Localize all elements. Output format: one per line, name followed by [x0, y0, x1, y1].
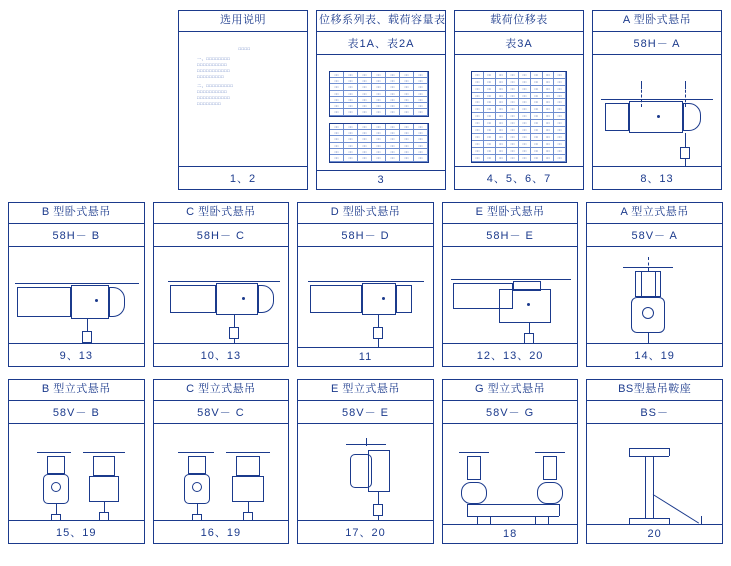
- card-page-numbers: 9、13: [9, 343, 144, 366]
- card-load-displacement-table[interactable]: [454, 10, 584, 190]
- card-page-numbers: 16、19: [154, 520, 289, 543]
- table-cell: □□: [531, 134, 543, 141]
- table-cell: □□: [372, 130, 386, 136]
- table-cell: □□: [358, 109, 372, 115]
- table-cell: □□: [496, 148, 508, 155]
- card-type-c-horizontal[interactable]: [153, 202, 290, 367]
- card-header: G 型立式悬吊: [443, 380, 578, 401]
- table-cell: □□: [554, 134, 566, 141]
- table-cell: □□: [472, 72, 484, 79]
- table-cell: □□: [386, 143, 400, 149]
- table-cell: □□: [400, 143, 414, 149]
- table-cell: □□: [554, 141, 566, 148]
- card-figure: [587, 424, 722, 524]
- table-cell: □□: [484, 113, 496, 120]
- table-cell: □□: [472, 113, 484, 120]
- card-subheader: 表3A: [455, 32, 583, 55]
- table-cell: □□: [386, 124, 400, 130]
- table-cell: □□: [330, 84, 344, 90]
- table-cell: □□: [400, 103, 414, 109]
- table-cell: □□: [496, 134, 508, 141]
- table-cell: □□: [358, 78, 372, 84]
- card-bs-saddle[interactable]: [586, 379, 723, 544]
- table-cell: □□: [507, 106, 519, 113]
- card-page-numbers: 18: [443, 524, 578, 543]
- table-cell: □□: [414, 130, 428, 136]
- card-type-c-vertical[interactable]: [153, 379, 290, 544]
- table-cell: □□: [519, 141, 531, 148]
- mini-table-1a: [329, 71, 429, 117]
- table-cell: □□: [507, 93, 519, 100]
- table-cell: □□: [414, 97, 428, 103]
- table-cell: □□: [472, 93, 484, 100]
- table-cell: □□: [400, 124, 414, 130]
- table-cell: □□: [386, 155, 400, 161]
- table-cell: □□: [507, 86, 519, 93]
- table-cell: □□: [484, 148, 496, 155]
- instruction-line: □□□□□□□□□: [197, 73, 225, 79]
- table-cell: □□: [372, 78, 386, 84]
- table-cell: □□: [330, 91, 344, 97]
- table-cell: □□: [400, 72, 414, 78]
- table-cell: □□: [400, 97, 414, 103]
- table-cell: □□: [400, 109, 414, 115]
- table-cell: □□: [414, 109, 428, 115]
- card-subheader: 58V－ E: [298, 401, 433, 424]
- table-cell: □□: [358, 130, 372, 136]
- table-cell: □□: [496, 93, 508, 100]
- table-cell: □□: [484, 99, 496, 106]
- table-cell: □□: [372, 109, 386, 115]
- table-cell: □□: [344, 130, 358, 136]
- table-cell: □□: [386, 149, 400, 155]
- table-cell: □□: [507, 141, 519, 148]
- table-figure-group: [463, 65, 575, 158]
- table-cell: □□: [484, 79, 496, 86]
- card-page-numbers: 12、13、20: [443, 343, 578, 366]
- table-cell: □□: [414, 91, 428, 97]
- card-subheader: 58H－ C: [154, 224, 289, 247]
- table-cell: □□: [484, 120, 496, 127]
- row-1: [0, 0, 731, 190]
- table-cell: □□: [330, 103, 344, 109]
- card-figure: [9, 424, 144, 520]
- table-cell: □□: [344, 97, 358, 103]
- card-subheader: 58V－ A: [587, 224, 722, 247]
- table-cell: □□: [496, 120, 508, 127]
- table-cell: □□: [344, 143, 358, 149]
- table-cell: □□: [554, 99, 566, 106]
- table-cell: □□: [330, 136, 344, 142]
- table-cell: □□: [496, 86, 508, 93]
- table-cell: □□: [358, 97, 372, 103]
- instruction-line: 一、□□□□□□□□: [197, 55, 231, 61]
- card-type-a-horizontal[interactable]: [592, 10, 722, 190]
- card-page-numbers: 11: [298, 347, 433, 366]
- instruction-line: □□□□: [238, 45, 251, 51]
- table-cell: □□: [519, 148, 531, 155]
- table-cell: □□: [484, 141, 496, 148]
- card-header: B 型立式悬吊: [9, 380, 144, 401]
- card-header: A 型立式悬吊: [587, 203, 722, 224]
- table-cell: □□: [372, 91, 386, 97]
- instruction-line: 二、□□□□□□□□□: [197, 82, 234, 88]
- table-cell: □□: [358, 124, 372, 130]
- card-header: BS型悬吊鞍座: [587, 380, 722, 401]
- mini-table-2a: [329, 123, 429, 163]
- table-cell: □□: [372, 72, 386, 78]
- card-subheader: 58H－ E: [443, 224, 578, 247]
- table-cell: □□: [472, 127, 484, 134]
- table-cell: □□: [554, 155, 566, 162]
- card-page-numbers: 14、19: [587, 343, 722, 366]
- card-type-a-vertical[interactable]: [586, 202, 723, 367]
- table-cell: □□: [507, 113, 519, 120]
- table-cell: □□: [507, 99, 519, 106]
- table-cell: □□: [507, 72, 519, 79]
- instruction-line: □□□□□□□□□□: [197, 88, 228, 94]
- table-cell: □□: [543, 120, 555, 127]
- table-cell: □□: [372, 155, 386, 161]
- table-cell: □□: [496, 79, 508, 86]
- instruction-line: □□□□□□□□□□□: [197, 94, 231, 100]
- table-cell: □□: [554, 106, 566, 113]
- card-header: 载荷位移表: [455, 11, 583, 32]
- table-cell: □□: [400, 136, 414, 142]
- table-cell: □□: [554, 120, 566, 127]
- table-figure-group: [325, 65, 437, 162]
- card-subheader: 58V－ G: [443, 401, 578, 424]
- table-cell: □□: [543, 106, 555, 113]
- table-cell: □□: [372, 136, 386, 142]
- table-cell: □□: [543, 134, 555, 141]
- table-cell: □□: [386, 97, 400, 103]
- row-2: [0, 190, 731, 367]
- table-cell: □□: [543, 93, 555, 100]
- card-figure: [154, 247, 289, 343]
- row-3: [0, 367, 731, 544]
- table-cell: □□: [507, 148, 519, 155]
- table-cell: □□: [472, 155, 484, 162]
- table-cell: □□: [358, 143, 372, 149]
- table-cell: □□: [372, 84, 386, 90]
- table-cell: □□: [531, 113, 543, 120]
- table-cell: □□: [344, 72, 358, 78]
- table-cell: □□: [484, 134, 496, 141]
- table-cell: □□: [496, 113, 508, 120]
- table-cell: □□: [344, 149, 358, 155]
- table-cell: □□: [400, 91, 414, 97]
- table-cell: □□: [344, 103, 358, 109]
- table-cell: □□: [472, 86, 484, 93]
- table-cell: □□: [531, 106, 543, 113]
- table-cell: □□: [484, 86, 496, 93]
- card-displacement-series-table[interactable]: [316, 10, 446, 190]
- table-cell: □□: [472, 99, 484, 106]
- card-page-numbers: 1、2: [179, 166, 307, 189]
- table-cell: □□: [400, 149, 414, 155]
- table-cell: □□: [531, 141, 543, 148]
- table-cell: □□: [414, 78, 428, 84]
- table-cell: □□: [543, 86, 555, 93]
- table-cell: □□: [358, 84, 372, 90]
- table-cell: □□: [358, 72, 372, 78]
- card-type-e-horizontal[interactable]: [442, 202, 579, 367]
- card-figure: [179, 32, 307, 166]
- card-page-numbers: 10、13: [154, 343, 289, 366]
- table-cell: □□: [372, 124, 386, 130]
- table-cell: □□: [531, 120, 543, 127]
- table-cell: □□: [496, 99, 508, 106]
- card-type-e-vertical[interactable]: [297, 379, 434, 544]
- table-cell: □□: [554, 93, 566, 100]
- table-cell: □□: [386, 130, 400, 136]
- table-cell: □□: [519, 72, 531, 79]
- table-cell: □□: [496, 72, 508, 79]
- card-subheader: BS－: [587, 401, 722, 424]
- table-cell: □□: [543, 141, 555, 148]
- table-cell: □□: [414, 84, 428, 90]
- table-cell: □□: [519, 155, 531, 162]
- table-cell: □□: [414, 149, 428, 155]
- table-cell: □□: [472, 134, 484, 141]
- table-cell: □□: [358, 149, 372, 155]
- table-cell: □□: [531, 148, 543, 155]
- table-cell: □□: [400, 84, 414, 90]
- table-cell: □□: [496, 127, 508, 134]
- table-cell: □□: [519, 99, 531, 106]
- table-cell: □□: [358, 136, 372, 142]
- card-figure: [443, 247, 578, 343]
- table-cell: □□: [543, 127, 555, 134]
- table-cell: □□: [543, 113, 555, 120]
- card-type-b-horizontal[interactable]: [8, 202, 145, 367]
- table-cell: □□: [330, 109, 344, 115]
- table-cell: □□: [344, 84, 358, 90]
- card-figure: [298, 247, 433, 347]
- table-cell: □□: [519, 93, 531, 100]
- table-cell: □□: [519, 106, 531, 113]
- instruction-line: □□□□□□□□□□: [197, 61, 228, 67]
- card-header: 选用说明: [179, 11, 307, 32]
- table-cell: □□: [519, 86, 531, 93]
- table-cell: □□: [372, 149, 386, 155]
- table-cell: □□: [358, 91, 372, 97]
- instruction-text-block: [197, 46, 292, 107]
- table-cell: □□: [330, 155, 344, 161]
- table-cell: □□: [543, 99, 555, 106]
- table-cell: □□: [386, 91, 400, 97]
- table-cell: □□: [344, 91, 358, 97]
- table-cell: □□: [496, 155, 508, 162]
- card-figure: [154, 424, 289, 520]
- table-cell: □□: [400, 155, 414, 161]
- table-cell: □□: [554, 72, 566, 79]
- table-cell: □□: [496, 106, 508, 113]
- table-cell: □□: [344, 78, 358, 84]
- table-cell: □□: [472, 79, 484, 86]
- card-type-g-vertical[interactable]: [442, 379, 579, 544]
- table-cell: □□: [414, 124, 428, 130]
- table-cell: □□: [472, 106, 484, 113]
- card-subheader: 58H－ D: [298, 224, 433, 247]
- card-subheader: 58V－ C: [154, 401, 289, 424]
- table-cell: □□: [554, 113, 566, 120]
- table-cell: □□: [330, 72, 344, 78]
- table-cell: □□: [330, 78, 344, 84]
- table-cell: □□: [484, 93, 496, 100]
- table-cell: □□: [330, 143, 344, 149]
- table-cell: □□: [386, 78, 400, 84]
- card-figure: [593, 55, 721, 166]
- table-cell: □□: [386, 109, 400, 115]
- table-cell: □□: [554, 86, 566, 93]
- table-cell: □□: [531, 99, 543, 106]
- table-cell: □□: [358, 103, 372, 109]
- table-cell: □□: [414, 103, 428, 109]
- card-header: A 型卧式悬吊: [593, 11, 721, 32]
- card-type-d-horizontal[interactable]: [297, 202, 434, 367]
- card-figure: [587, 247, 722, 343]
- table-cell: □□: [330, 149, 344, 155]
- table-cell: □□: [472, 148, 484, 155]
- card-subheader: 58V－ B: [9, 401, 144, 424]
- card-figure: [298, 424, 433, 520]
- table-cell: □□: [386, 103, 400, 109]
- card-page-numbers: 8、13: [593, 166, 721, 189]
- card-selection-guide[interactable]: [178, 10, 308, 190]
- table-cell: □□: [519, 134, 531, 141]
- table-cell: □□: [414, 72, 428, 78]
- table-cell: □□: [507, 134, 519, 141]
- table-cell: □□: [400, 130, 414, 136]
- table-cell: □□: [484, 106, 496, 113]
- card-figure: [9, 247, 144, 343]
- table-cell: □□: [386, 84, 400, 90]
- table-cell: □□: [507, 120, 519, 127]
- table-cell: □□: [386, 136, 400, 142]
- table-cell: □□: [400, 78, 414, 84]
- table-cell: □□: [519, 127, 531, 134]
- table-cell: □□: [519, 120, 531, 127]
- table-cell: □□: [519, 113, 531, 120]
- card-header: C 型卧式悬吊: [154, 203, 289, 224]
- table-cell: □□: [484, 127, 496, 134]
- table-cell: □□: [414, 155, 428, 161]
- table-cell: □□: [344, 155, 358, 161]
- card-page-numbers: 20: [587, 524, 722, 543]
- row-1-spacer: [8, 10, 170, 190]
- card-header: E 型立式悬吊: [298, 380, 433, 401]
- table-cell: □□: [543, 72, 555, 79]
- card-header: B 型卧式悬吊: [9, 203, 144, 224]
- table-cell: □□: [507, 127, 519, 134]
- card-header: D 型卧式悬吊: [298, 203, 433, 224]
- table-cell: □□: [414, 136, 428, 142]
- table-cell: □□: [344, 109, 358, 115]
- card-header: C 型立式悬吊: [154, 380, 289, 401]
- table-cell: □□: [531, 79, 543, 86]
- table-cell: □□: [472, 141, 484, 148]
- table-cell: □□: [531, 127, 543, 134]
- table-cell: □□: [330, 130, 344, 136]
- table-cell: □□: [554, 79, 566, 86]
- table-cell: □□: [554, 127, 566, 134]
- card-page-numbers: 4、5、6、7: [455, 166, 583, 189]
- card-figure: [443, 424, 578, 524]
- table-cell: □□: [414, 143, 428, 149]
- table-cell: □□: [484, 72, 496, 79]
- card-page-numbers: 3: [317, 170, 445, 189]
- table-cell: □□: [531, 86, 543, 93]
- table-cell: □□: [531, 72, 543, 79]
- table-cell: □□: [507, 79, 519, 86]
- card-type-b-vertical[interactable]: [8, 379, 145, 544]
- card-subheader: 58H－ B: [9, 224, 144, 247]
- table-cell: □□: [372, 143, 386, 149]
- table-cell: □□: [330, 124, 344, 130]
- table-cell: □□: [543, 79, 555, 86]
- card-figure: [317, 55, 445, 170]
- table-cell: □□: [543, 155, 555, 162]
- table-cell: □□: [372, 103, 386, 109]
- card-header: E 型卧式悬吊: [443, 203, 578, 224]
- table-cell: □□: [386, 72, 400, 78]
- table-cell: □□: [531, 93, 543, 100]
- card-figure: [455, 55, 583, 166]
- table-cell: □□: [358, 155, 372, 161]
- card-subheader: 58H－ A: [593, 32, 721, 55]
- table-cell: □□: [543, 148, 555, 155]
- table-cell: □□: [472, 120, 484, 127]
- mini-table-3a: [471, 71, 567, 163]
- table-cell: □□: [344, 124, 358, 130]
- card-subheader: 表1A、表2A: [317, 32, 445, 55]
- instruction-line: □□□□□□□□: [197, 100, 222, 106]
- card-header: 位移系列表、载荷容量表: [317, 11, 445, 32]
- card-page-numbers: 17、20: [298, 520, 433, 543]
- table-cell: □□: [330, 97, 344, 103]
- table-cell: □□: [507, 155, 519, 162]
- table-cell: □□: [484, 155, 496, 162]
- table-cell: □□: [372, 97, 386, 103]
- table-cell: □□: [531, 155, 543, 162]
- card-page-numbers: 15、19: [9, 520, 144, 543]
- table-cell: □□: [496, 141, 508, 148]
- instruction-line: □□□□□□□□□□□: [197, 67, 231, 73]
- table-cell: □□: [519, 79, 531, 86]
- table-cell: □□: [344, 136, 358, 142]
- table-cell: □□: [554, 148, 566, 155]
